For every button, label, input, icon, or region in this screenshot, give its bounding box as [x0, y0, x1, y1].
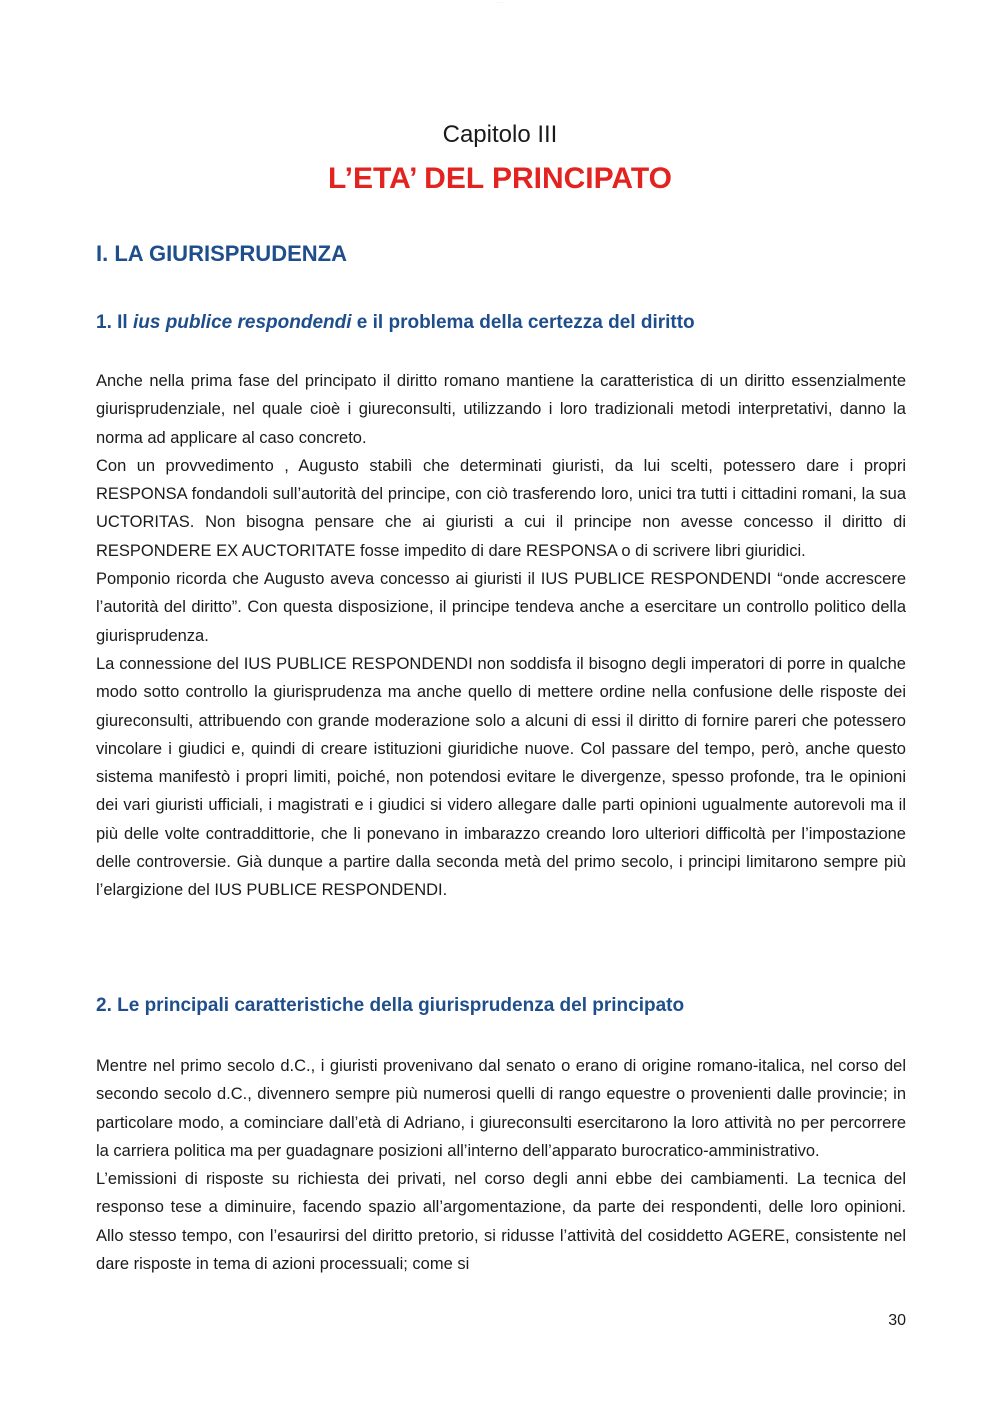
- paragraph: Mentre nel primo secolo d.C., i giuristi provenivano dal senato o erano di origine romano-italica, nel corso del secondo secolo d.C., divennero sempre più numerosi quelli di rango equestre o provenienti dalle provincie; in particolare modo, a cominciare dall’età di Adriano, i giureconsulti esercitarono la loro attività no per percorrere la carriera politica ma per guadagnare posizioni all’interno dell’apparato burocratico-amministrativo.: [96, 1057, 906, 1160]
- subsection-1-heading: [96, 310, 906, 336]
- subsection-1-body: [96, 367, 906, 905]
- section-heading: I. LA GIURISPRUDENZA: [96, 241, 347, 266]
- paragraph: La connessione del IUS PUBLICE RESPONDENDI non soddisfa il bisogno degli imperatori di porre in qualche modo sotto controllo la giurisprudenza ma anche quello di mettere ordine nella confusione delle risposte dei giureconsulti, attribuendo con grande moderazione solo a alcuni di essi il diritto di fornire pareri che potessero vincolare i giudici e, quindi di creare istituzioni giuridiche nuove. Col passare del tempo, però, anche questo sistema manifestò i propri limiti, poiché, non potendosi evitare le divergenze, spesso profonde, tra le opinioni dei vari giuristi ufficiali, i magistrati e i giudici si videro allegare dalle parti opinioni ugualmente autorevoli ma il più delle volte contraddittorie, che li ponevano in imbarazzo creando loro ulteriori difficoltà per l’impostazione delle controversie. Già dunque a partire dalla seconda metà del primo secolo, i principi limitarono sempre più l’elargizione del IUS PUBLICE RESPONDENDI.: [96, 654, 906, 900]
- subsection-1-number: 1. Il: [96, 312, 133, 333]
- chapter-title: L’ETA’ DEL PRINCIPATO: [328, 162, 672, 195]
- subsection-1-italic-term: ius publice respondendi: [132, 312, 352, 333]
- subsection-1-title-rest: e il problema della certezza del diritto: [351, 312, 695, 333]
- paragraph: Con un provvedimento , Augusto stabilì che determinati giuristi, da lui scelti, potessero dare i propri RESPONSA fondandoli sull’autorità del principe, con ciò trasferendo loro, unici tra tutti i cittadini romani, la sua UCTORITAS. Non bisogna pensare che ai giuristi a cui il principe non avesse concesso il diritto di RESPONDERE EX AUCTORITATE fosse impedito di dare RESPONSA o di scrivere libri giuridici.: [96, 456, 906, 560]
- paragraph: Anche nella prima fase del principato il diritto romano mantiene la caratteristica di un diritto essenzialmente giurisprudenziale, nel quale cioè i giureconsulti, utilizzando i loro tradizionali metodi interpretativi, danno la norma ad applicare al caso concreto.: [96, 372, 906, 447]
- page-number: 30: [888, 1312, 906, 1329]
- header-mark: ·······: [496, 0, 504, 4]
- subsection-2-body: [96, 1052, 906, 1278]
- paragraph: Pomponio ricorda che Augusto aveva concesso ai giuristi il IUS PUBLICE RESPONDENDI “onde accrescere l’autorità del diritto”. Con questa disposizione, il principe tendeva anche a esercitare un controllo politico della giurisprudenza.: [96, 570, 906, 645]
- subsection-2-heading: 2. Le principali caratteristiche della giurisprudenza del principato: [96, 995, 685, 1016]
- chapter-label: Capitolo III: [442, 121, 558, 148]
- paragraph: L’emissioni di risposte su richiesta dei privati, nel corso degli anni ebbe dei cambiamenti. La tecnica del responso tese a diminuire, facendo spazio all’argomentazione, da parte dei respondenti, delle loro opinioni. Allo stesso tempo, con l’esaurirsi del diritto pretorio, si ridusse l’attività del cosiddetto AGERE, consistente nel dare risposte in tema di azioni processuali; come si: [96, 1170, 906, 1274]
